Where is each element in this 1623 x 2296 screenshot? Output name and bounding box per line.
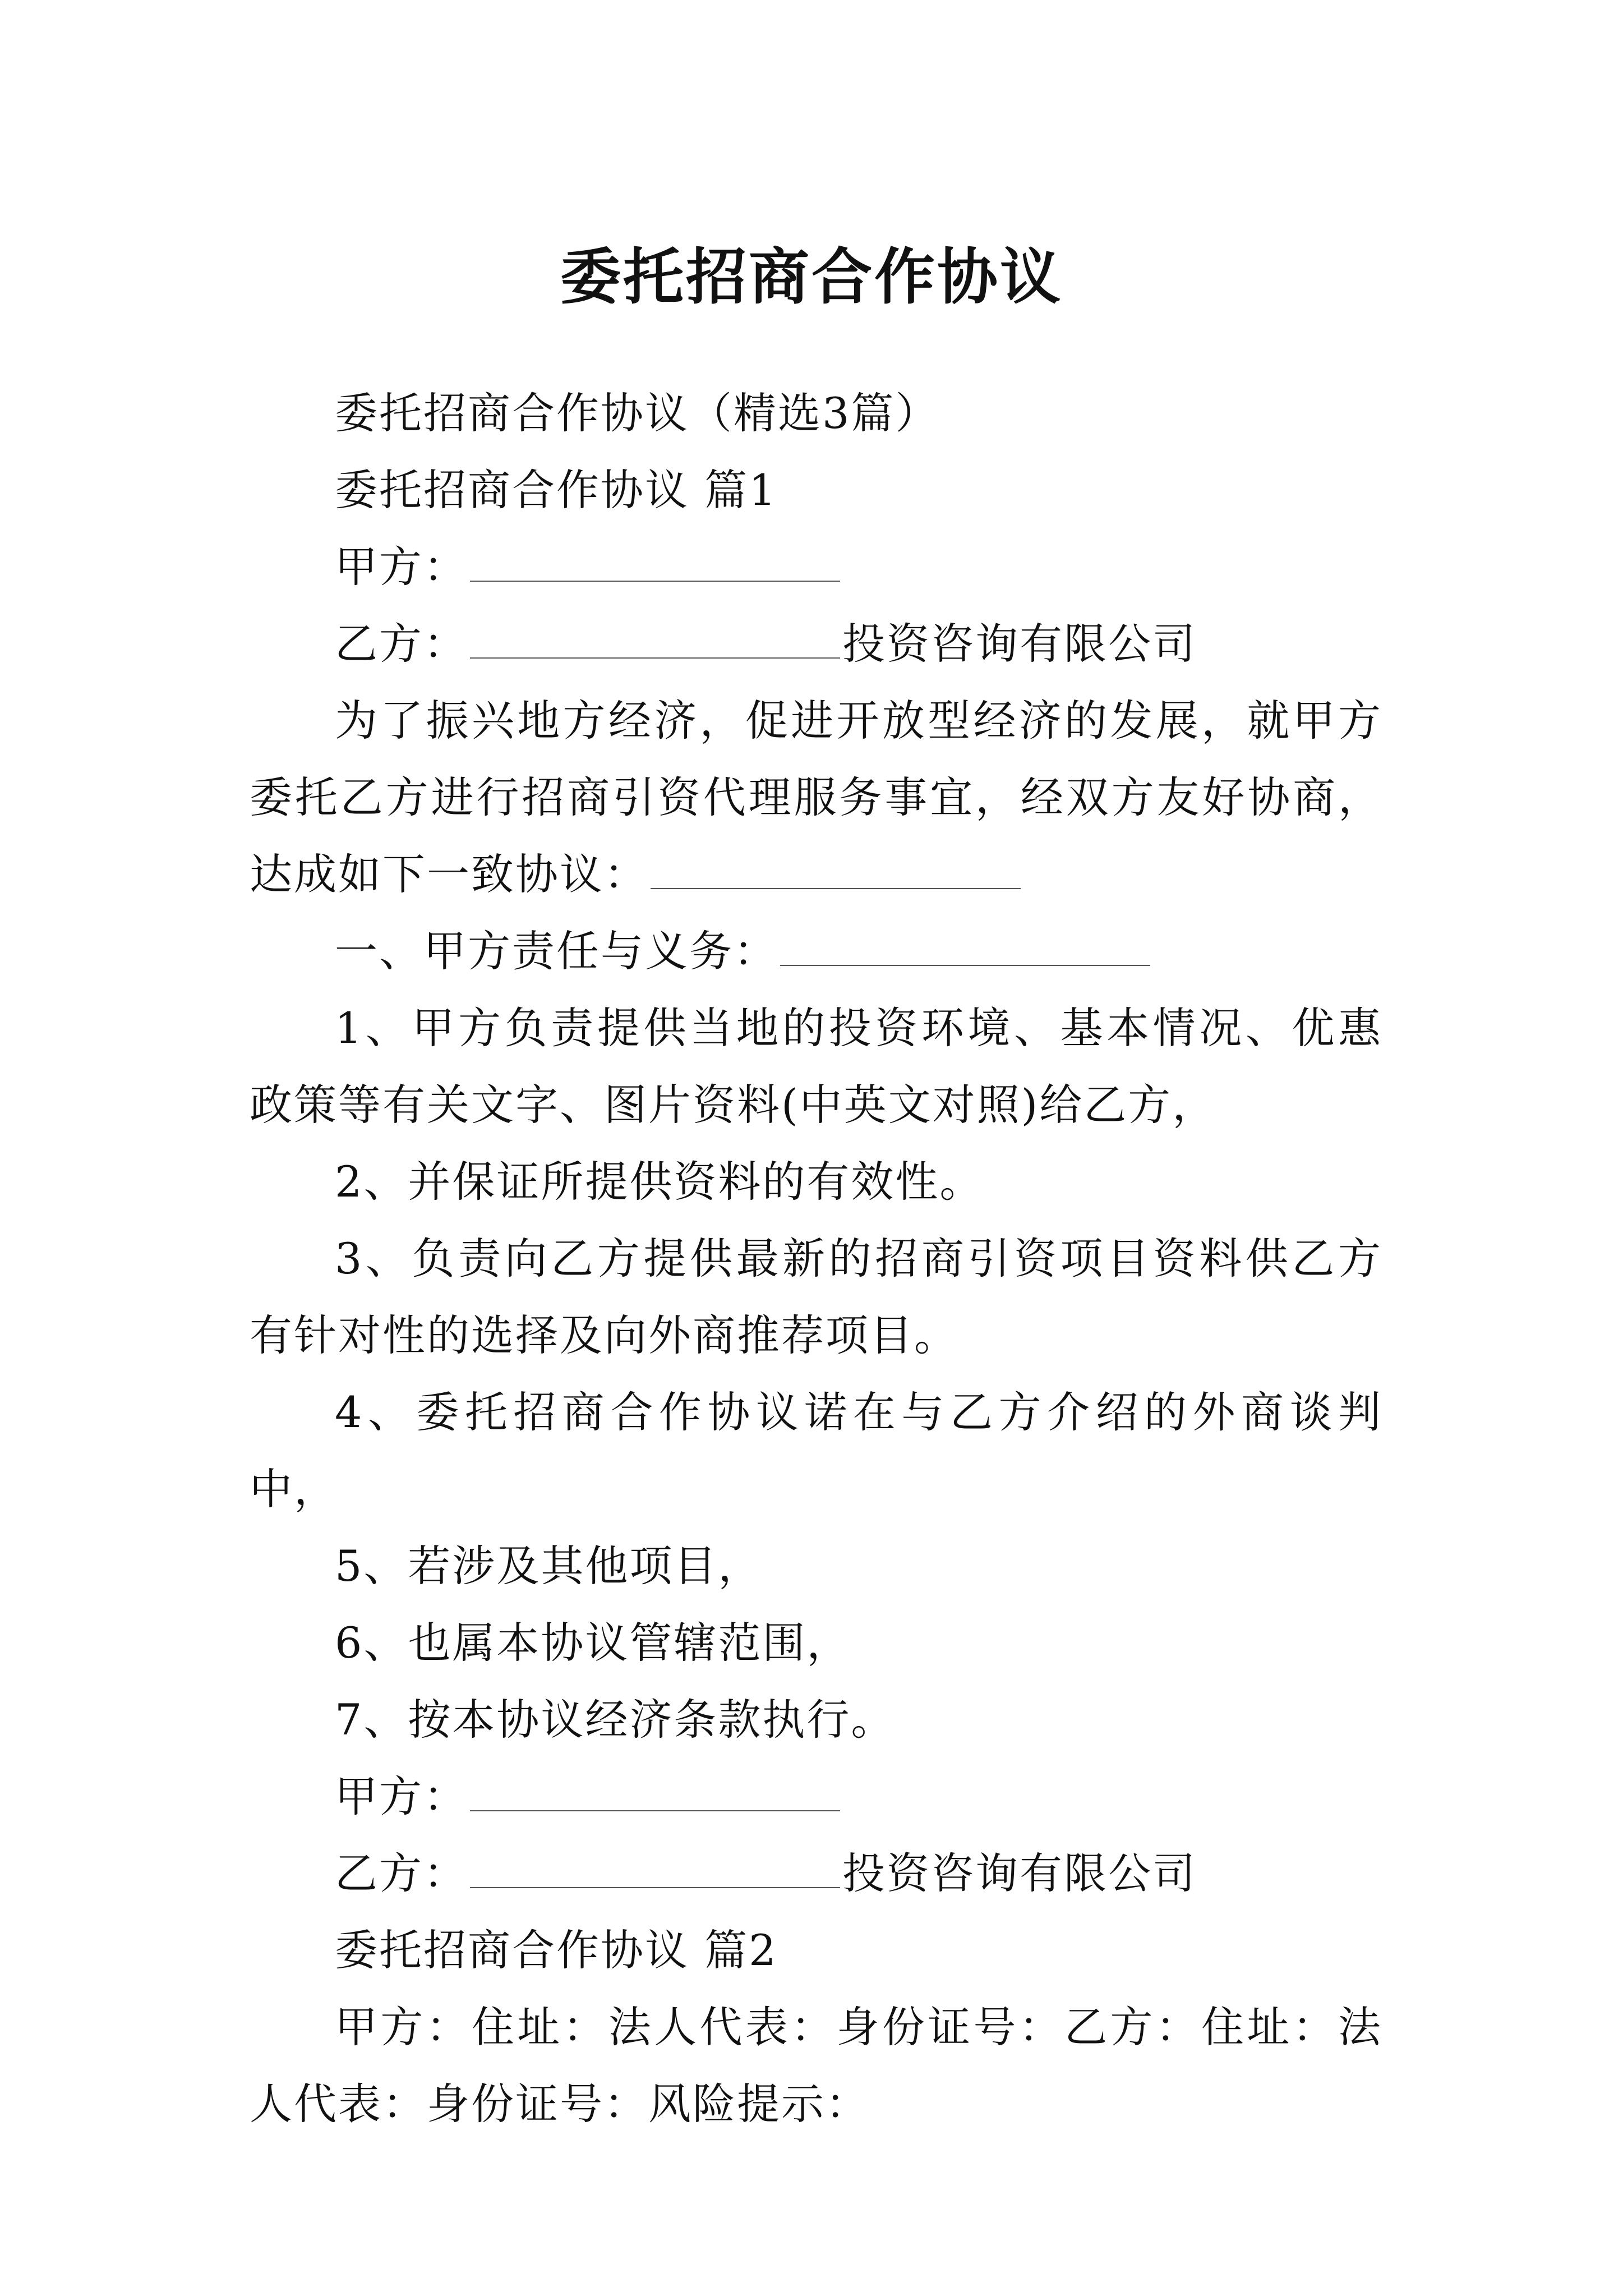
- paragraph-text: 委托招商合作协议 篇2: [335, 1925, 778, 1975]
- fill-in-blank: [470, 613, 840, 659]
- document-body: [250, 375, 1382, 2142]
- paragraph-text: 1、甲方负责提供当地的投资环境、基本情况、优惠政策等有关文字、图片资料(中英文对照)给乙方，: [250, 1003, 1382, 1130]
- paragraph-text: 4、委托招商合作协议诺在与乙方介绍的外商谈判中，: [250, 1387, 1382, 1514]
- paragraph-text: 2、并保证所提供资料的有效性。: [335, 1157, 984, 1207]
- paragraph-text: 乙方：: [335, 1848, 468, 1898]
- paragraph-party-b-1: [250, 605, 1382, 682]
- paragraph-text: 甲方：住址：法人代表：身份证号：乙方：住址：法人代表：身份证号：风险提示：: [250, 2002, 1382, 2129]
- paragraph-item-1: [250, 990, 1382, 1143]
- paragraph-part1-heading: [250, 452, 1382, 528]
- paragraph-part2-heading: [250, 1912, 1382, 1989]
- paragraph-text: 甲方：: [335, 542, 468, 592]
- paragraph-party-b-2: [250, 1835, 1382, 1912]
- paragraph-text: 5、若涉及其他项目，: [335, 1541, 763, 1591]
- paragraph-party-a-2: [250, 1758, 1382, 1835]
- paragraph-suffix: 投资咨询有限公司: [842, 619, 1197, 669]
- paragraph-suffix: 投资咨询有限公司: [842, 1848, 1197, 1898]
- paragraph-text: 3、负责向乙方提供最新的招商引资项目资料供乙方有针对性的选择及向外商推荐项目。: [250, 1234, 1382, 1360]
- fill-in-blank: [651, 843, 1021, 889]
- paragraph-text: 7、按本协议经济条款执行。: [335, 1695, 896, 1745]
- paragraph-item-4: [250, 1374, 1382, 1527]
- paragraph-preamble: [250, 682, 1382, 913]
- fill-in-blank: [470, 536, 840, 582]
- paragraph-text: 一、甲方责任与义务：: [335, 926, 778, 976]
- paragraph-item-2: [250, 1143, 1382, 1220]
- paragraph-text: 甲方：: [335, 1772, 468, 1821]
- fill-in-blank: [470, 1765, 840, 1811]
- paragraph-section-1: [250, 913, 1382, 990]
- paragraph-party-a-1: [250, 528, 1382, 605]
- paragraph-item-7: [250, 1681, 1382, 1758]
- paragraph-text: 6、也属本协议管辖范围，: [335, 1618, 851, 1668]
- paragraph-party-info: [250, 1989, 1382, 2142]
- paragraph-text: 委托招商合作协议 篇1: [335, 465, 778, 515]
- fill-in-blank: [780, 920, 1150, 966]
- paragraph-item-5: [250, 1527, 1382, 1604]
- paragraph-text: 为了振兴地方经济，促进开放型经济的发展，就甲方委托乙方进行招商引资代理服务事宜，经双方友好协商，达成如下一致协议：: [250, 696, 1382, 899]
- paragraph-item-3: [250, 1220, 1382, 1374]
- fill-in-blank: [470, 1842, 840, 1888]
- paragraph-subtitle: [250, 375, 1382, 452]
- paragraph-text: 乙方：: [335, 619, 468, 669]
- paragraph-item-6: [250, 1604, 1382, 1681]
- paragraph-text: 委托招商合作协议（精选3篇）: [335, 388, 940, 438]
- document-title: 委托招商合作协议: [560, 242, 1063, 313]
